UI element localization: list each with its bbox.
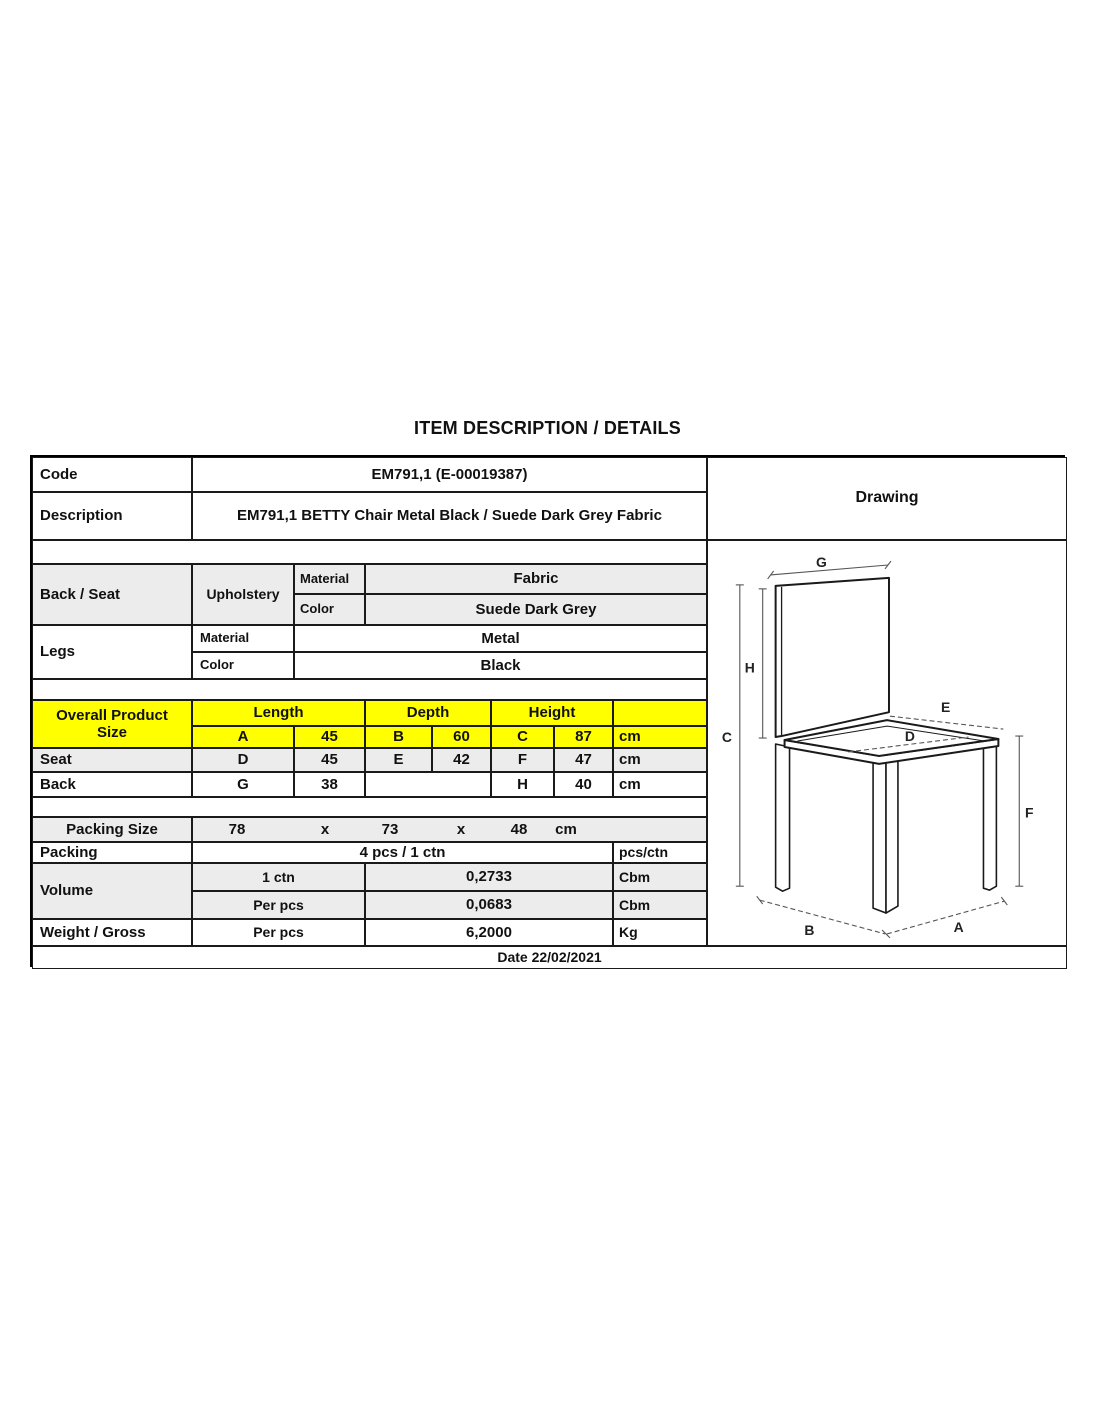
back-seat-material-key: Material [294, 564, 365, 594]
overall-letter-c: C [491, 726, 554, 748]
description-value: EM791,1 BETTY Chair Metal Black / Suede Dark Grey Fabric [192, 492, 707, 540]
packing-unit: pcs/ctn [613, 842, 707, 863]
seat-letter-e: E [365, 748, 432, 772]
seat-value-e: 42 [432, 748, 491, 772]
packing-size-x1: x [320, 820, 330, 838]
seat-letter-f: F [491, 748, 554, 772]
page-title: ITEM DESCRIPTION / DETAILS [414, 418, 681, 438]
legs-material-value: Metal [294, 625, 707, 652]
back-seat-label: Back / Seat [32, 564, 192, 625]
back-seat-color-value: Suede Dark Grey [365, 594, 707, 625]
overall-value-c: 87 [554, 726, 613, 748]
chair-backrest [776, 578, 889, 737]
code-value: EM791,1 (E-00019387) [192, 457, 707, 492]
back-letter-g: G [192, 772, 294, 797]
drawing-header: Drawing [707, 457, 1067, 540]
label-b: B [804, 921, 815, 938]
label-g: G [815, 553, 827, 570]
col-length: Length [192, 700, 365, 726]
legs-label: Legs [32, 625, 192, 679]
volume-pcs-key: Per pcs [192, 891, 365, 919]
overall-size-label-line2: Size [96, 724, 127, 741]
spacer-row [32, 540, 707, 564]
packing-label: Packing [32, 842, 192, 863]
chair-leg-front-left-face [873, 759, 886, 913]
chair-leg-left [776, 744, 790, 891]
volume-ctn-unit: Cbm [613, 863, 707, 891]
spacer-row [32, 679, 707, 700]
chair-drawing [708, 541, 1066, 945]
weight-value: 6,2000 [365, 919, 613, 946]
date-row: Date 22/02/2021 [32, 946, 1067, 969]
dim-line-g [771, 565, 888, 575]
legs-color-value: Black [294, 652, 707, 679]
chair-body [776, 578, 999, 913]
packing-size-unit: cm [555, 820, 577, 838]
packing-size-length: 78 [228, 820, 246, 838]
spec-table [30, 455, 1065, 967]
packing-size-x2: x [456, 820, 466, 838]
col-unit-empty [613, 700, 707, 726]
dim-line-b [760, 900, 885, 934]
overall-letter-a: A [192, 726, 294, 748]
packing-size-label: Packing Size [32, 817, 192, 842]
label-f: F [1024, 804, 1034, 821]
packing-size-width: 73 [381, 820, 399, 838]
volume-ctn-value: 0,2733 [365, 863, 613, 891]
packing-size-values [192, 817, 707, 842]
seat-row-label: Seat [32, 748, 192, 772]
chair-leg-right [983, 739, 996, 890]
weight-unit: Kg [613, 919, 707, 946]
code-label: Code [32, 457, 192, 492]
back-row-label: Back [32, 772, 192, 797]
volume-label: Volume [32, 863, 192, 919]
label-h: H [744, 659, 755, 676]
back-seat-color-key: Color [294, 594, 365, 625]
seat-letter-d: D [192, 748, 294, 772]
volume-pcs-value: 0,0683 [365, 891, 613, 919]
col-depth: Depth [365, 700, 491, 726]
overall-unit: cm [613, 726, 707, 748]
overall-size-label-line1: Overall Product [56, 706, 168, 724]
back-unit: cm [613, 772, 707, 797]
back-empty-cell [365, 772, 491, 797]
back-value-g: 38 [294, 772, 365, 797]
back-value-h: 40 [554, 772, 613, 797]
label-c: C [721, 729, 732, 746]
seat-unit: cm [613, 748, 707, 772]
upholstery-label: Upholstery [192, 564, 294, 625]
description-label: Description [32, 492, 192, 540]
col-height: Height [491, 700, 613, 726]
volume-ctn-key: 1 ctn [192, 863, 365, 891]
overall-value-b: 60 [432, 726, 491, 748]
label-a: A [953, 918, 964, 935]
overall-letter-b: B [365, 726, 432, 748]
legs-material-key: Material [192, 625, 294, 652]
seat-value-f: 47 [554, 748, 613, 772]
label-d: D [904, 728, 915, 745]
overall-value-a: 45 [294, 726, 365, 748]
spacer-row [32, 797, 707, 817]
overall-size-label [32, 700, 192, 748]
label-e: E [941, 699, 951, 716]
legs-color-key: Color [192, 652, 294, 679]
back-letter-h: H [491, 772, 554, 797]
volume-pcs-unit: Cbm [613, 891, 707, 919]
back-seat-material-value: Fabric [365, 564, 707, 594]
packing-size-height: 48 [510, 820, 528, 838]
packing-value: 4 pcs / 1 ctn [192, 842, 613, 863]
weight-key: Per pcs [192, 919, 365, 946]
dim-line-a [887, 901, 1004, 934]
chair-leg-front-right-face [886, 759, 898, 913]
seat-value-d: 45 [294, 748, 365, 772]
drawing-area [707, 540, 1067, 946]
weight-label: Weight / Gross [32, 919, 192, 946]
